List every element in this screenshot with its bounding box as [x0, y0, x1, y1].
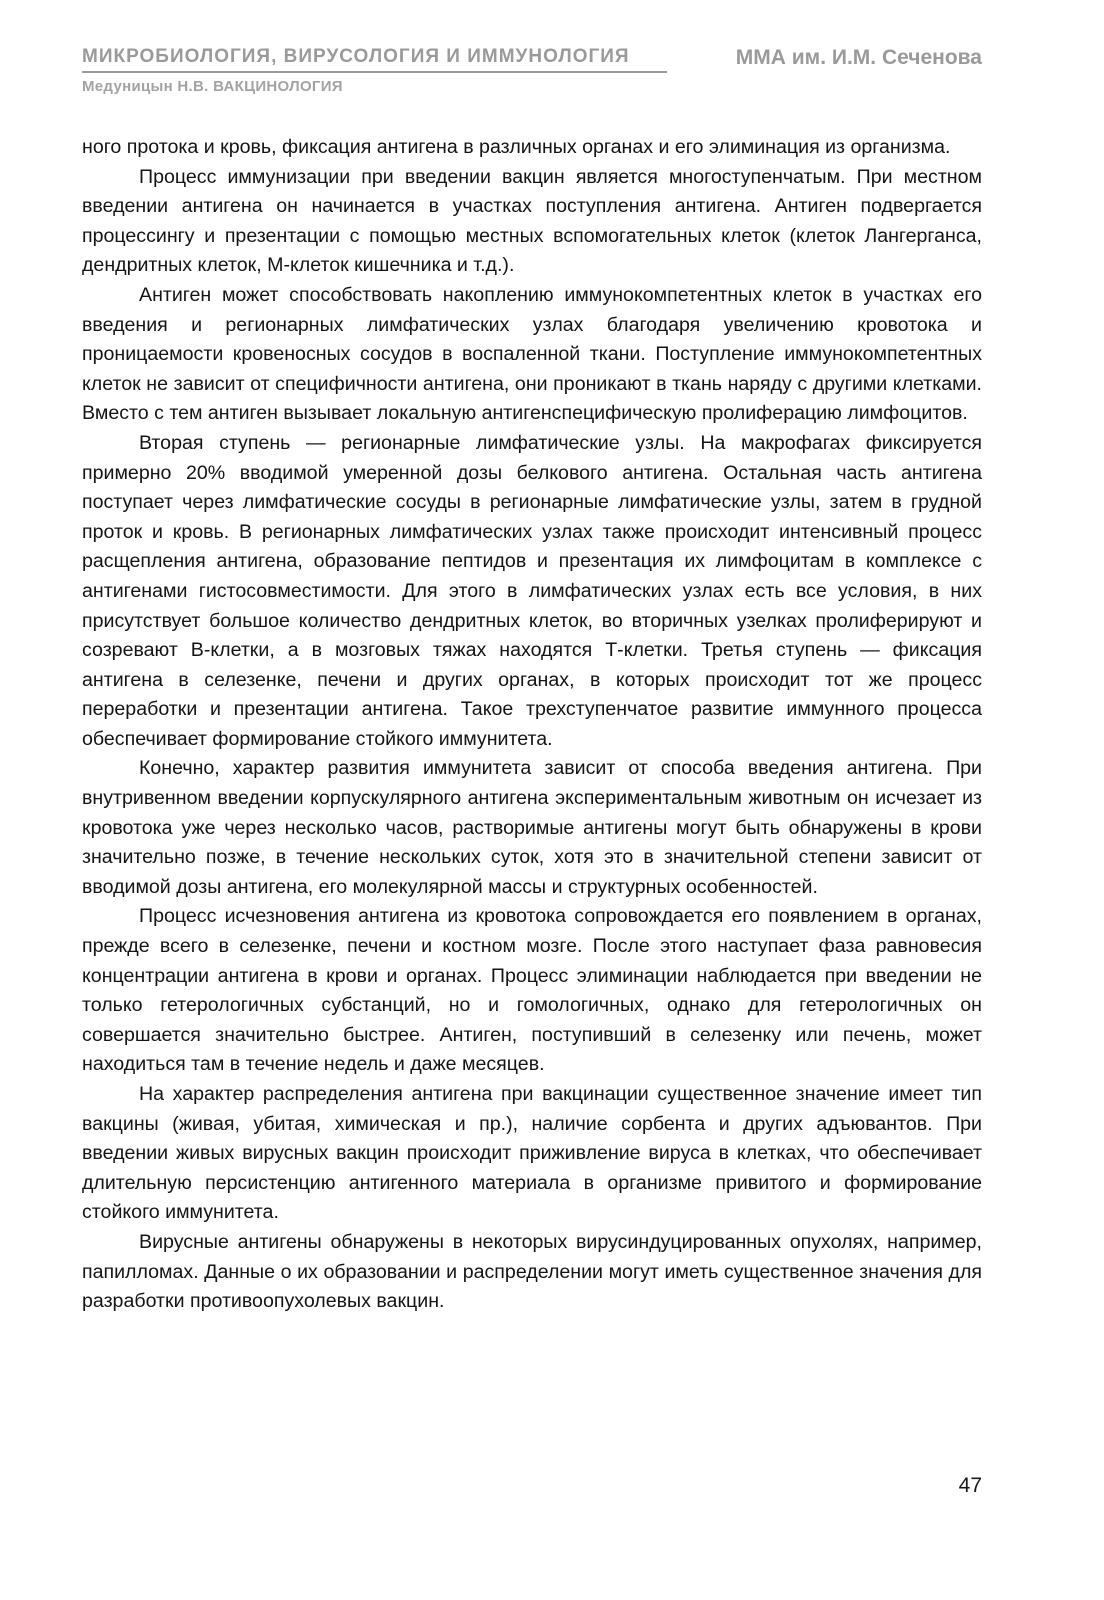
author-book-title: Медуницын Н.В. ВАКЦИНОЛОГИЯ	[82, 78, 343, 95]
paragraph: Вторая ступень — регионарные лимфатические узлы. На макрофагах фиксируется примерно 20% вводимой умеренной дозы белкового антигена. Остальная часть антигена поступает через лимфатические сосуды в регионарные лимфатические узлы, затем в грудной проток и кровь. В регионарных лимфатических узлах также происходит интенсивный процесс расщепления антигена, образование пептидов и презентация их лимфоцитам в комплексе с антигенами гистосовместимости. Для этого в лимфатических узлах есть все условия, в них присутствует большое количество дендритных клеток, во вторичных узелках пролиферируют и созревают В-клетки, а в мозговых тяжах находятся Т-клетки. Третья ступень — фиксация антигена в селезенке, печени и других органах, в которых происходит тот же процесс переработки и презентации антигена. Такое трехступенчатое развитие иммунного процесса обеспечивает формирование стойкого иммунитета.	[82, 431, 982, 750]
series-title: МИКРОБИОЛОГИЯ, ВИРУСОЛОГИЯ И ИММУНОЛОГИЯ	[82, 46, 630, 67]
header-rule	[82, 71, 667, 73]
paragraph: ного протока и кровь, фиксация антигена в различных органах и его элиминация из организма.	[82, 136, 951, 158]
paragraph: Вирусные антигены обнаружены в некоторых вирусиндуцированных опухолях, например, папилломах. Данные о их образовании и распределении могут иметь существенное значения для разработки противоопухолевых вакцин.	[82, 1230, 982, 1313]
paragraph: Процесс исчезновения антигена из кровотока сопровождается его появлением в органах, прежде всего в селезенке, печени и костном мозге. После этого наступает фаза равновесия концентрации антигена в крови и органах. Процесс элиминации наблюдается при введении не только гетерологичных субстанций, но и гомологичных, однако для гетерологичных он совершается значительно быстрее. Антиген, поступивший в селезенку или печень, может находиться там в течение недель и даже месяцев.	[82, 905, 982, 1076]
running-header	[82, 46, 982, 95]
header-top-line	[82, 46, 982, 72]
institution-name: ММА им. И.М. Сеченова	[735, 46, 982, 69]
body-text	[82, 133, 982, 1317]
page-number: 47	[958, 1474, 982, 1497]
paragraph: На характер распределения антигена при вакцинации существенное значение имеет тип вакцины (живая, убитая, химическая и пр.), наличие сорбента и других адъювантов. При введении живых вирусных вакцин происходит приживление вируса в клетках, что обеспечивает длительную персистенцию антигенного материала в организме привитого и формирование стойкого иммунитета.	[82, 1083, 982, 1224]
paragraph: Конечно, характер развития иммунитета зависит от способа введения антигена. При внутривенном введении корпускулярного антигена экспериментальным животным он исчезает из кровотока уже через несколько часов, растворимые антигены могут быть обнаружены в крови значительно позже, в течение нескольких суток, хотя это в значительной степени зависит от вводимой дозы антигена, его молекулярной массы и структурных особенностей.	[82, 757, 982, 898]
paragraph: Процесс иммунизации при введении вакцин является многоступенчатым. При местном введении антигена он начинается в участках поступления антигена. Антиген подвергается процессингу и презентации с помощью местных вспомогательных клеток (клеток Лангерганса, дендритных клеток, М-клеток кишечника и т.д.).	[82, 165, 982, 277]
paragraph: Антиген может способствовать накоплению иммунокомпетентных клеток в участках его введения и регионарных лимфатических узлах благодаря увеличению кровотока и проницаемости кровеносных сосудов в воспаленной ткани. Поступление иммунокомпетентных клеток не зависит от специфичности антигена, они проникают в ткань наряду с другими клетками. Вместо с тем антиген вызывает локальную антигенспецифическую пролиферацию лимфоцитов.	[82, 283, 982, 425]
